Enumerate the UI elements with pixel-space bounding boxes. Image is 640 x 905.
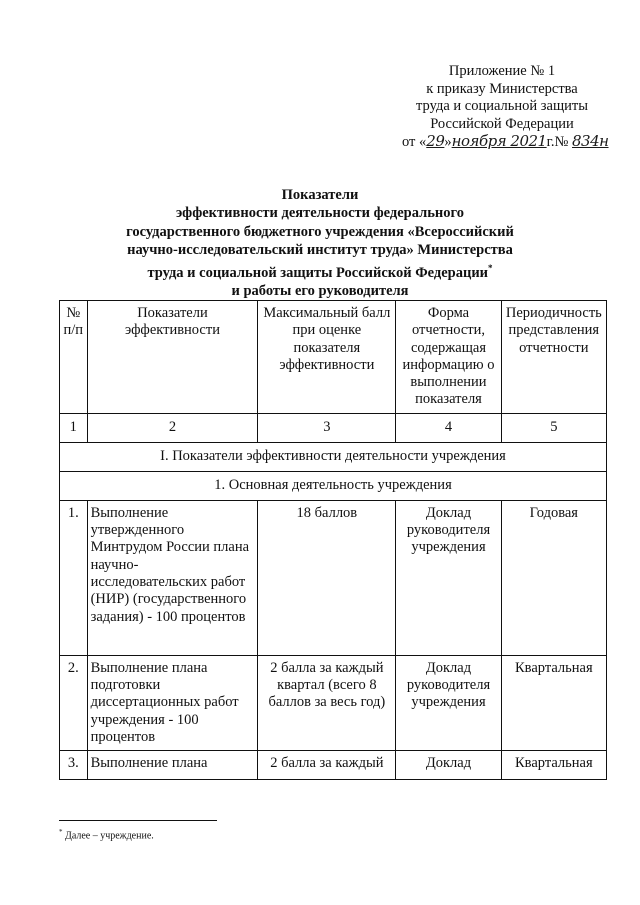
table-row (60, 500, 607, 655)
order-month-year-handwritten: ноября 2021 (451, 132, 547, 150)
row-max-score: 2 балла за каждый квартал (всего 8 баллов за весь год) (258, 655, 396, 750)
order-reference (402, 132, 609, 152)
row-frequency: Квартальная (501, 751, 606, 780)
row-number: 2. (60, 655, 88, 750)
appendix-line: к приказу Министерства (426, 80, 578, 97)
appendix-line: Российской Федерации (430, 115, 574, 132)
section-heading: I. Показатели эффективности деятельности учреждения (60, 442, 607, 471)
appendix-line: труда и социальной защиты (416, 98, 588, 114)
order-from: от « (402, 134, 427, 150)
column-number: 5 (501, 413, 606, 442)
row-number: 3. (60, 751, 88, 780)
row-report-form: Доклад (396, 751, 501, 780)
row-report-form: Доклад руководителя учреждения (396, 655, 501, 750)
row-report-form: Доклад руководителя учреждения (396, 500, 501, 655)
table-row (60, 751, 607, 780)
column-number: 2 (87, 413, 258, 442)
header-cell-num: № п/п (60, 301, 88, 414)
title-line-5: труда и социальной защиты Российской Федерации (147, 265, 489, 282)
footnote-divider (59, 820, 217, 821)
indicators-table (59, 300, 607, 780)
footnote-mark: * (59, 828, 63, 836)
row-frequency: Годовая (501, 500, 606, 655)
footnote (59, 826, 154, 842)
row-max-score: 18 баллов (258, 500, 396, 655)
row-indicator: Выполнение утвержденного Минтрудом России плана научно-исследовательских работ (НИР) (государственного задания) - 100 процентов (87, 500, 258, 655)
row-indicator: Выполнение плана (87, 751, 258, 780)
title-line: научно-исследовательский институт труда» Министерства (127, 241, 513, 258)
order-number-handwritten: 834н (572, 132, 609, 150)
appendix-line: Приложение № 1 (448, 63, 556, 79)
subsection-heading: 1. Основная деятельность учреждения (60, 471, 607, 500)
header-cell-max-score: Максимальный балл при оценке показателя эффективности (258, 301, 396, 414)
title-line: и работы его руководителя (231, 283, 409, 300)
footnote-marker: * (488, 263, 493, 274)
appendix-header (402, 63, 609, 152)
column-number: 4 (396, 413, 501, 442)
section-row (60, 442, 607, 471)
title-line: эффективности деятельности федерального (176, 205, 464, 222)
row-max-score: 2 балла за каждый (258, 751, 396, 780)
column-number: 3 (258, 413, 396, 442)
order-no-label: № (554, 134, 569, 150)
order-sep: » (444, 134, 452, 150)
row-indicator: Выполнение плана подготовки диссертационных работ учреждения - 100 процентов (87, 655, 258, 750)
footnote-text: Далее – учреждение. (62, 830, 154, 842)
header-cell-indicator: Показатели эффективности (87, 301, 258, 414)
order-day-handwritten: 29 (426, 132, 445, 150)
table-header-row (60, 301, 607, 414)
title-line: Показатели (281, 187, 359, 203)
row-number: 1. (60, 500, 88, 655)
header-cell-frequency: Периодичность представления отчетности (501, 301, 606, 414)
subsection-row (60, 471, 607, 500)
column-numbers-row (60, 413, 607, 442)
title-line: государственного бюджетного учреждения «Всероссийский (126, 223, 514, 240)
title-line (0, 259, 640, 282)
row-frequency: Квартальная (501, 655, 606, 750)
table-row (60, 655, 607, 750)
order-g: г. (546, 134, 555, 150)
column-number: 1 (60, 413, 88, 442)
header-cell-report-form: Форма отчетности, содержащая информацию о выполнении показателя (396, 301, 501, 414)
document-title (0, 186, 640, 301)
